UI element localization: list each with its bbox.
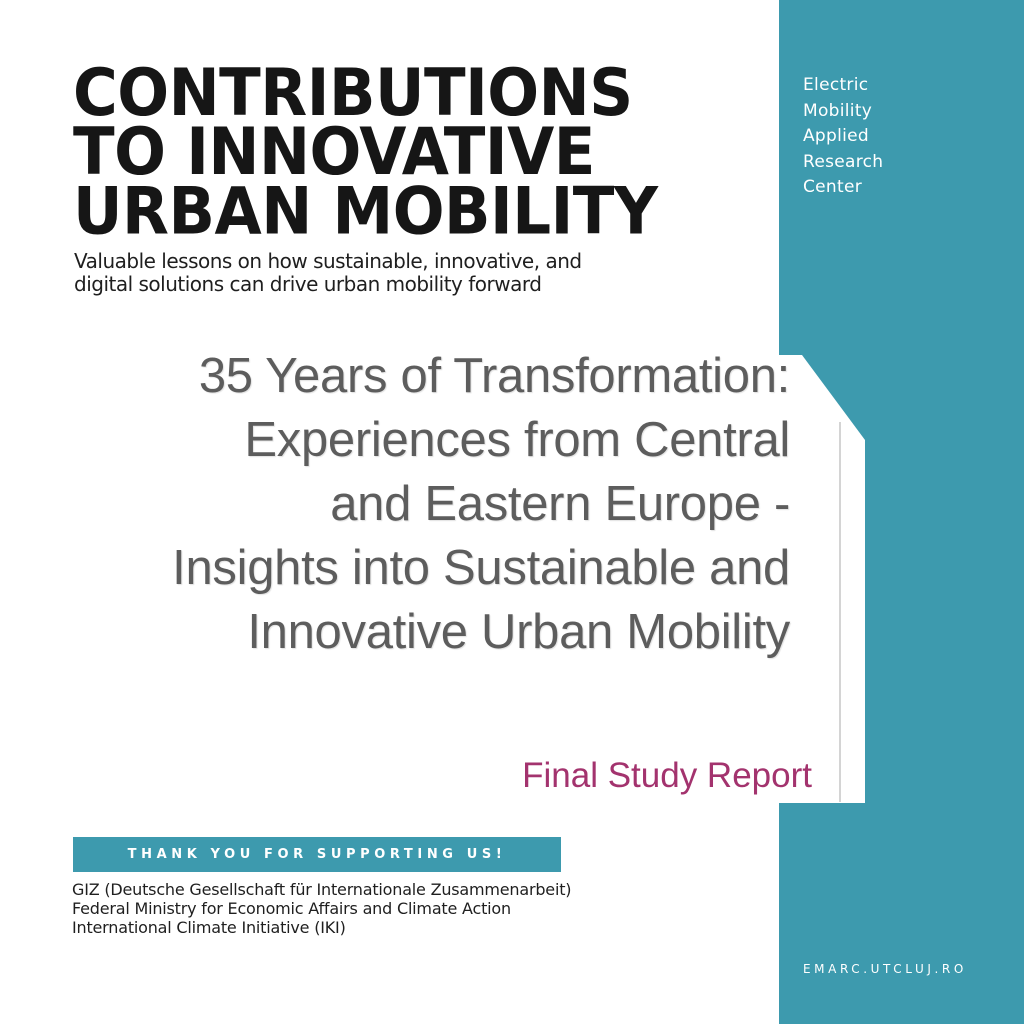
report-cover-edge	[839, 422, 841, 802]
report-title-line: Insights into Sustainable and	[172, 541, 790, 595]
supporter-item: International Climate Initiative (IKI)	[72, 918, 346, 937]
center-name-line: Center	[803, 177, 863, 197]
center-name-line: Applied	[803, 126, 870, 146]
main-title-line: URBAN MOBILITY	[73, 174, 658, 250]
subtitle-line: Valuable lessons on how sustainable, innovative, and	[74, 249, 582, 273]
research-center-name	[803, 73, 1003, 201]
report-title	[90, 344, 790, 664]
report-title-line: 35 Years of Transformation:	[198, 349, 790, 403]
main-title-line: TO INNOVATIVE	[73, 114, 595, 191]
supporters-list	[72, 880, 762, 937]
main-title	[73, 55, 773, 250]
main-title-line: CONTRIBUTIONS	[73, 55, 633, 131]
thanks-banner: THANK YOU FOR SUPPORTING US!	[73, 837, 561, 872]
report-title-line: Innovative Urban Mobility	[247, 605, 790, 659]
center-name-line: Research	[803, 151, 884, 172]
website-url: EMARC.UTCLUJ.RO	[803, 962, 967, 976]
subtitle-line: digital solutions can drive urban mobility forward	[74, 272, 542, 296]
supporter-item: GIZ (Deutsche Gesellschaft für Internationale Zusammenarbeit)	[72, 880, 572, 899]
report-title-line: Experiences from Central	[244, 413, 790, 467]
center-name-line: Mobility	[803, 100, 873, 121]
supporter-item: Federal Ministry for Economic Affairs and Climate Action	[72, 899, 511, 918]
report-title-line: and Eastern Europe -	[330, 477, 790, 531]
report-kind-label: Final Study Report	[522, 756, 812, 795]
subtitle	[74, 250, 754, 296]
center-name-line: Electric	[803, 75, 869, 95]
